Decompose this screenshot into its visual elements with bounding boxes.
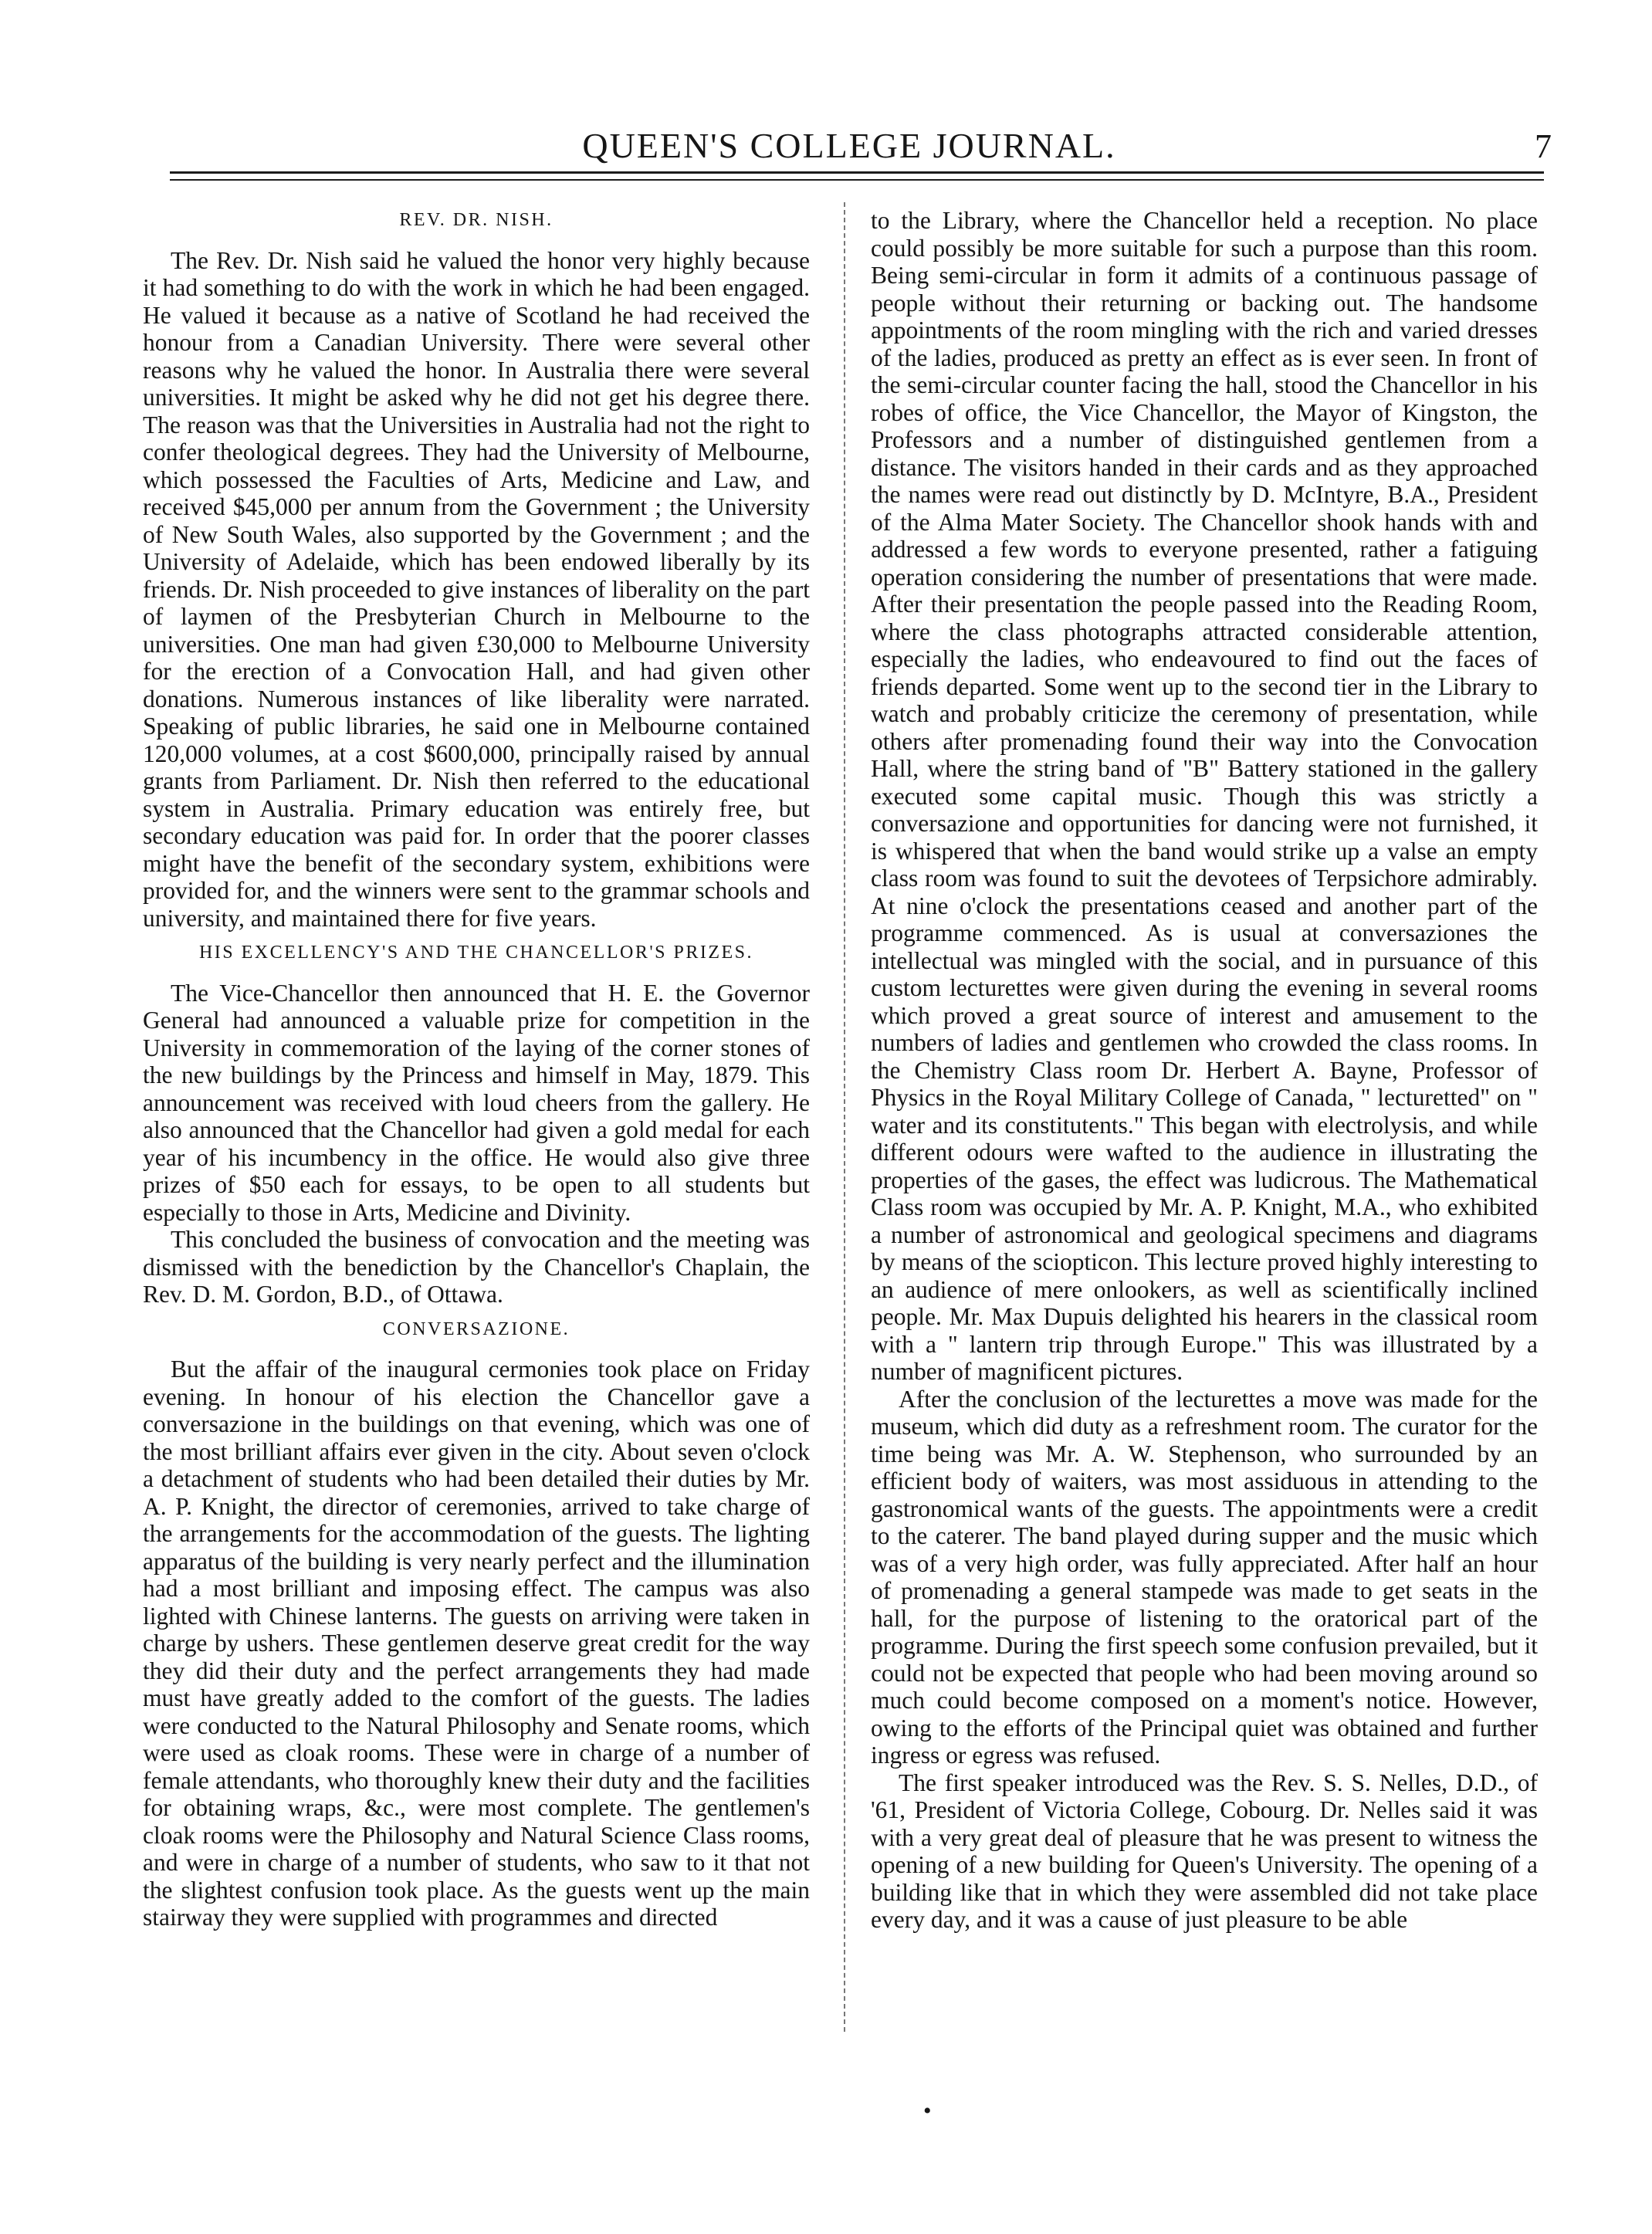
refreshment-paragraph: After the conclusion of the lecturettes a move was made for the museum, which did duty as a refreshment room. The curator for the time being was Mr. A. W. Stephenson, who surrounded by an efficient body of waiters, was most assiduous in attending to the gastronomical wants of the guests. The appointments were a credit to the caterer. The band played during supper and the music which was of a very high order, was fully appreciated. After half an hour of promenading a general stampede was made to get seats in the hall, for the purpose of listening to the oratorical part of the programme. During the first speech some confusion prevailed, but it could not be expected that people who had been moving around so much could become composed on a moment's notice. However, owing to the efforts of the Principal quiet was obtained and further ingress or egress was refused. bbox=[871, 1385, 1538, 1769]
column-divider bbox=[844, 202, 845, 2032]
left-column bbox=[143, 207, 810, 2060]
section-heading-prizes: HIS EXCELLENCY'S AND THE CHANCELLOR'S PRIZES. bbox=[198, 943, 754, 963]
header-rule-thick bbox=[170, 171, 1544, 174]
section-heading-nish: REV. DR. NISH. bbox=[399, 210, 553, 230]
nelles-paragraph: The first speaker introduced was the Rev. S. S. Nelles, D.D., of '61, President of Victoria College, Cobourg. Dr. Nelles said it was with a very great deal of pleasure that he was present to witness the opening of a new building for Queen's University. The opening of a building like that in which they were assembled did not take place every day, and it was a cause of just pleasure to be able bbox=[871, 1769, 1538, 1933]
reception-paragraph: to the Library, where the Chancellor held a reception. No place could possibly be more suitable for such a purpose than this room. Being semi-circular in form it admits of a continuous passage of people without their returning or backing out. The handsome appointments of the room mingling with the rich and varied dresses of the ladies, produced as pretty an effect as is ever seen. In front of the semi-circular counter facing the hall, stood the Chancellor in his robes of office, the Vice Chancellor, the Mayor of Kingston, the Professors and a number of distinguished gentlemen from a distance. The visitors handed in their cards and as they approached the names were read out distinctly by D. McIntyre, B.A., President of the Alma Mater Society. The Chancellor shook hands with and addressed a few words to everyone presented, rather a fatiguing operation considering the number of presentations that were made. After their presentation the people passed into the Reading Room, where the class photographs attracted considerable attention, especially the ladies, who endeavoured to find out the faces of friends departed. Some went up to the second tier in the Library to watch and probably criticize the ceremony of presentation, while others after promenading found their way into the Convocation Hall, where the string band of "B" Battery stationed in the gallery executed some capital music. Though this was strictly a conversazione and opportunities for dancing were not furnished, it is whispered that when the band would strike up a valse an empty class room was found to suit the devotees of Terpsichore admirably. At nine o'clock the presentations ceased and another part of the programme commenced. As is usual at conversaziones the intellectual was mingled with the social, and in pursuance of this custom lecturettes were given during the evening in several rooms which proved a great source of interest and amusement to the numbers of ladies and gentlemen who crowded the class rooms. In the Chemistry Class room Dr. Herbert A. Bayne, Professor of Physics in the Royal Military College of Canada, " lecturetted" on " water and its constitutents." This began with electrolysis, and while different odours were wafted to the audience in illustrating the properties of the gases, the effect was ludicrous. The Mathematical Class room was occupied by Mr. A. P. Knight, M.A., who exhibited a number of astronomical and geological specimens and diagrams by means of the sciopticon. This lecture proved highly interesting to an audience of mere onlookers, as well as scientifically inclined people. Mr. Max Dupuis delighted his hearers in the classical room with a " lantern trip through Europe." This was illustrated by a number of magnificent pictures. bbox=[871, 207, 1538, 1385]
nish-paragraph: The Rev. Dr. Nish said he valued the honor very highly because it had something to do with the work in which he had been engaged. He valued it because as a native of Scotland he had received the honour from a Canadian University. There were several other reasons why he valued the honor. In Australia there were several universities. It might be asked why he did not get his degree there. The reason was that the Universities in Australia had not the right to confer theological degrees. They had the University of Melbourne, which possessed the Faculties of Arts, Medicine and Law, and received $45,000 per annum from the Government ; the University of New South Wales, also supported by the Government ; and the University of Adelaide, which has been endowed liberally by its friends. Dr. Nish proceeded to give instances of liberality on the part of laymen of the Presbyterian Church in Melbourne to the universities. One man had given £30,000 to Melbourne University for the erection of a Convocation Hall, and had given other donations. Numerous instances of like liberality were narrated. Speaking of public libraries, he said one in Melbourne contained 120,000 volumes, at a cost $600,000, principally raised by annual grants from Parliament. Dr. Nish then referred to the educational system in Australia. Primary education was entirely free, but secondary education was paid for. In order that the poorer classes might have the benefit of the secondary system, exhibitions were provided for, and the winners were sent to the grammar schools and university, and maintained there for five years. bbox=[143, 246, 810, 932]
journal-title: QUEEN'S COLLEGE JOURNAL. bbox=[582, 126, 1116, 165]
prizes-paragraph-1: The Vice-Chancellor then announced that H. E. the Governor General had announced a valuable prize for competition in the University in commemoration of the laying of the corner stones of the new buildings by the Princess and himself in May, 1879. This announcement was received with loud cheers from the gallery. He also announced that the Chancellor had given a gold medal for each year of his incumbency in the office. He would also give three prizes of $50 each for essays, to be open to all students but especially to those in Arts, Medicine and Divinity. bbox=[143, 979, 810, 1226]
right-column bbox=[871, 207, 1538, 2060]
stray-ink-mark: • bbox=[923, 2098, 932, 2124]
page-number: 7 bbox=[1535, 127, 1552, 165]
conversazione-paragraph: But the affair of the inaugural cermonies took place on Friday evening. In honour of his election the Chancellor gave a conversazione in the buildings on that evening, which was one of the most brilliant affairs ever given in the city. About seven o'clock a detachment of students who had been detailed their duties by Mr. A. P. Knight, the director of ceremonies, arrived to take charge of the arrangements for the accommodation of the guests. The lighting apparatus of the building is very nearly perfect and the illumination had a most brilliant and imposing effect. The campus was also lighted with Chinese lanterns. The guests on arriving were taken in charge by ushers. These gentlemen deserve great credit for the way they did their duty and the perfect arrangements they had made must have greatly added to the comfort of the guests. The ladies were conducted to the Natural Philosophy and Senate rooms, which were used as cloak rooms. These were in charge of a number of female attendants, who thoroughly knew their duty and the facilities for obtaining wraps, &c., were most complete. The gentlemen's cloak rooms were the Philosophy and Natural Science Class rooms, and were in charge of a number of students, who saw to it that not the slightest confusion took place. As the guests went up the main stairway they were supplied with programmes and directed bbox=[143, 1356, 810, 1931]
section-heading-conversazione: CONVERSAZIONE. bbox=[382, 1318, 570, 1339]
page-header bbox=[162, 116, 1552, 165]
header-rule-thin bbox=[170, 179, 1544, 181]
prizes-paragraph-2: This concluded the business of convocation and the meeting was dismissed with the benediction by the Chancellor's Chaplain, the Rev. D. M. Gordon, B.D., of Ottawa. bbox=[143, 1226, 810, 1308]
